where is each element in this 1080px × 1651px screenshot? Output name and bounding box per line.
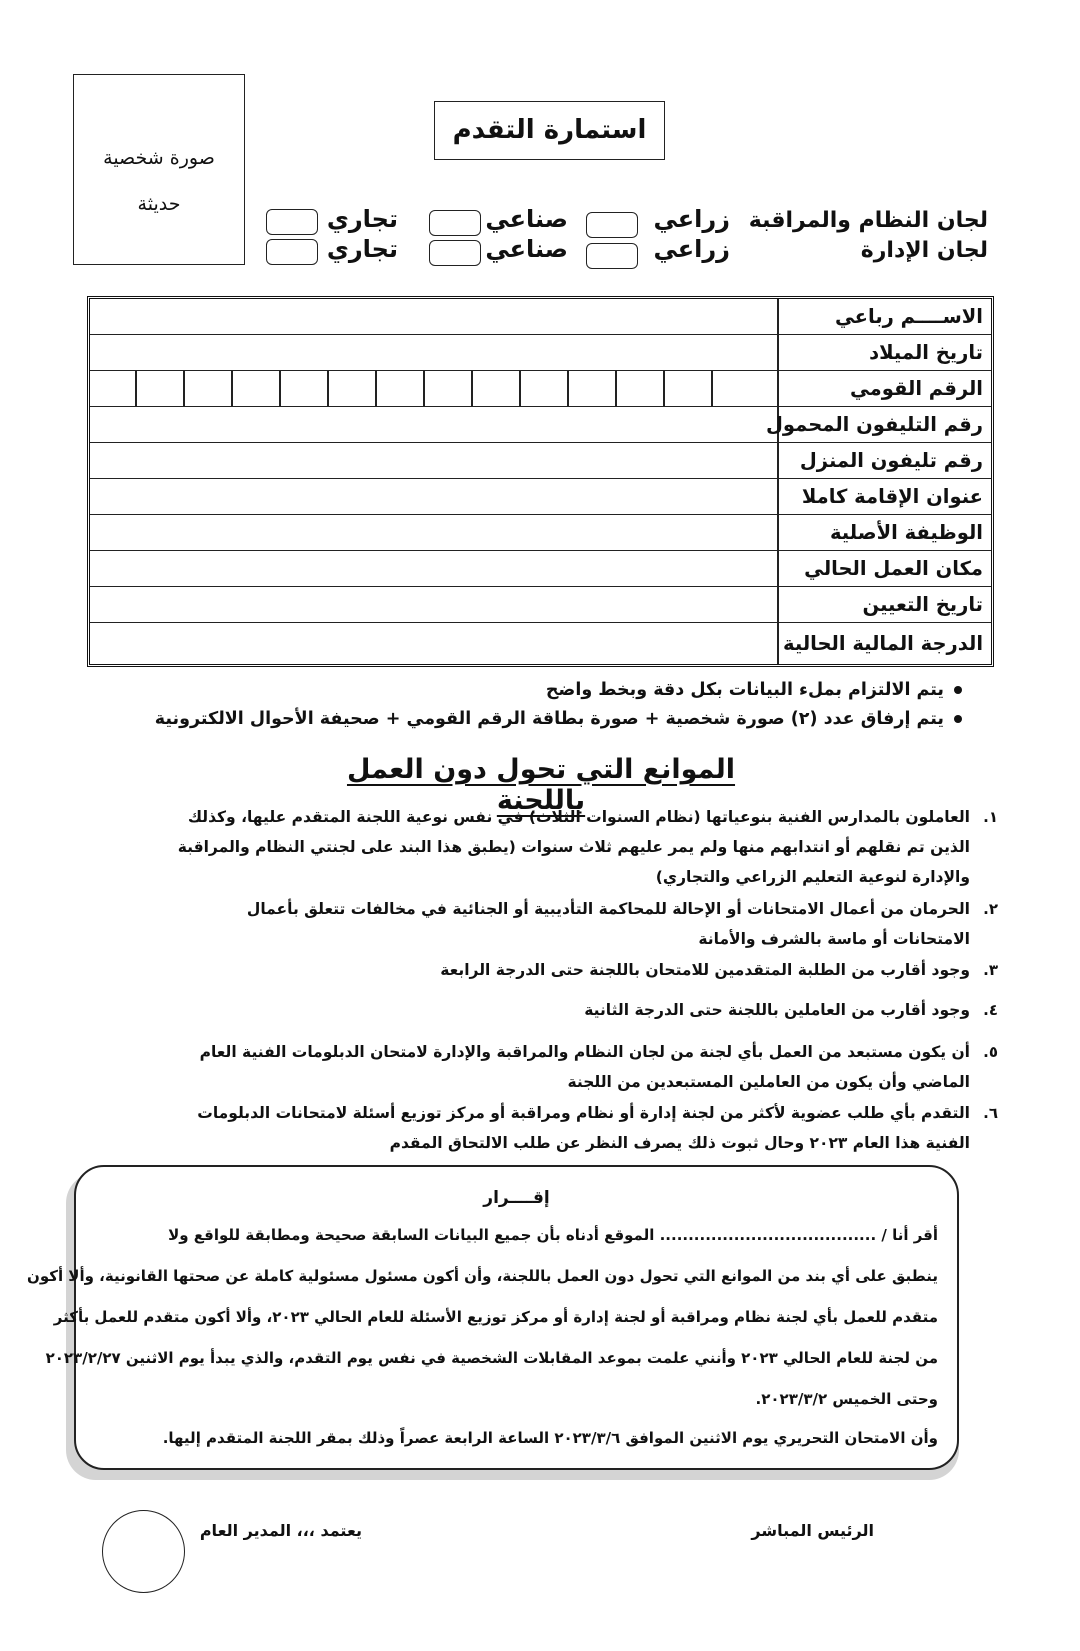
id-digit-divider bbox=[615, 371, 617, 406]
field-label-workplace: مكان العمل الحالي bbox=[804, 557, 983, 580]
field-row-original-job bbox=[90, 515, 991, 551]
column-divider bbox=[777, 623, 779, 664]
impediment-item bbox=[150, 894, 970, 954]
field-row-national-id bbox=[90, 371, 991, 407]
note-item bbox=[155, 709, 962, 729]
direct-manager-signature: الرئيس المباشر bbox=[751, 1521, 874, 1540]
option-agricultural-control: زراعي bbox=[653, 205, 730, 233]
impediment-item bbox=[150, 1098, 970, 1158]
impediment-item bbox=[150, 802, 970, 892]
id-digit-divider bbox=[375, 371, 377, 406]
declaration-line: وأن الامتحان التحريري يوم الاثنين الموافق ٢٠٢٣/٣/٦ الساعة الرابعة عصراً وذلك بمقر اللجنة المتقدم إليها. bbox=[162, 1429, 938, 1447]
impediment-line: الحرمان من أعمال الامتحانات أو الإحالة للمحاكمة التأديبية أو الجنائية في مخالفات تتعلق بأعمال bbox=[246, 900, 970, 918]
impediment-line: التقدم بأي طلب عضوية لأكثر من لجنة إدارة أو نظام ومراقبة أو مركز توزيع أسئلة لامتحانات الدبلومات bbox=[197, 1104, 970, 1122]
column-divider bbox=[777, 299, 779, 334]
photo-placeholder bbox=[73, 74, 245, 265]
impediment-line: أن يكون مستبعد من العمل بأي لجنة من لجان النظام والمراقبة والإدارة لامتحان الدبلومات الفنية العام bbox=[199, 1043, 970, 1061]
impediment-line: وجود أقارب من العاملين باللجنة حتى الدرجة الثانية bbox=[584, 1001, 970, 1019]
impediment-line: الفنية هذا العام ٢٠٢٣ وحال ثبوت ذلك يصرف النظر عن طلب الالتحاق المقدم bbox=[389, 1134, 970, 1152]
declaration-line: أقر أنا / ...................................... الموقع أدناه بأن جميع البيانات السابقة صحيحة ومطابقة للواقع ولا bbox=[168, 1226, 938, 1244]
impediments-title: الموانع التي تحول دون العمل باللجنة bbox=[346, 754, 736, 816]
option-commercial-control: تجاري bbox=[326, 205, 398, 233]
bullet-icon bbox=[954, 715, 962, 723]
impediment-number: ١. bbox=[983, 808, 998, 826]
impediment-number: ٢. bbox=[983, 900, 998, 918]
photo-label-line2: حديثة bbox=[137, 193, 181, 215]
field-row-mobile bbox=[90, 407, 991, 443]
general-manager-approval: يعتمد ،،، المدير العام bbox=[199, 1521, 362, 1540]
field-row-full-name bbox=[90, 299, 991, 335]
note-text: يتم إرفاق عدد (٢) صورة شخصية + صورة بطاقة الرقم القومي + صحيفة الأحوال الالكترونية bbox=[154, 709, 944, 729]
field-label-original-job: الوظيفة الأصلية bbox=[829, 521, 983, 544]
checkbox-agricultural-admin[interactable] bbox=[586, 243, 638, 269]
field-label-address: عنوان الإقامة كاملا bbox=[801, 485, 983, 508]
column-divider bbox=[777, 335, 779, 370]
impediment-line: والإدارة لنوعية التعليم الزراعي والتجاري) bbox=[655, 868, 970, 886]
field-row-birth-date bbox=[90, 335, 991, 371]
id-digit-divider bbox=[423, 371, 425, 406]
photo-label-line1: صورة شخصية bbox=[103, 147, 215, 169]
impediment-item bbox=[150, 955, 970, 985]
field-label-birth-date: تاريخ الميلاد bbox=[869, 341, 983, 364]
option-industrial-control: صناعي bbox=[485, 205, 568, 233]
id-digit-divider bbox=[327, 371, 329, 406]
field-label-home-phone: رقم تليفون المنزل bbox=[799, 449, 983, 472]
checkbox-commercial-control[interactable] bbox=[266, 209, 318, 235]
declaration-title: إقــــرار bbox=[483, 1188, 550, 1208]
declaration-line: وحتى الخميس ٢٠٢٣/٣/٢. bbox=[755, 1390, 938, 1408]
id-digit-divider bbox=[471, 371, 473, 406]
impediment-line: الذين تم نقلهم أو انتدابهم منها ولم يمر عليهم ثلاث سنوات (يطبق هذا البند على لجنتي النظام والمراقبة bbox=[177, 838, 970, 856]
note-item bbox=[546, 680, 962, 700]
declaration-line: متقدم للعمل بأي لجنة نظام ومراقبة أو لجنة إدارة أو مركز توزيع الأسئلة للعام الحالي ٢٠٢٣، وألا أكون متقدم للعمل بأكثر bbox=[53, 1308, 938, 1326]
applicant-data-table bbox=[87, 296, 994, 667]
field-row-hire-date bbox=[90, 587, 991, 623]
field-label-full-name: الاســــم رباعي bbox=[834, 305, 983, 328]
column-divider bbox=[777, 479, 779, 514]
field-row-home-phone bbox=[90, 443, 991, 479]
id-digit-divider bbox=[711, 371, 713, 406]
field-label-hire-date: تاريخ التعيين bbox=[862, 593, 983, 616]
impediment-number: ٤. bbox=[983, 1001, 998, 1019]
impediment-line: العاملون بالمدارس الفنية بنوعياتها (نظام السنوات الثلاث) في نفس نوعية اللجنة المتقدم عليها، وكذلك bbox=[187, 808, 970, 826]
column-divider bbox=[777, 551, 779, 586]
field-label-mobile: رقم التليفون المحمول bbox=[765, 413, 983, 436]
impediment-item bbox=[150, 995, 970, 1025]
field-row-financial-grade bbox=[90, 623, 991, 664]
impediment-line: وجود أقارب من الطلبة المتقدمين للامتحان باللجنة حتى الدرجة الرابعة bbox=[440, 961, 970, 979]
id-digit-divider bbox=[231, 371, 233, 406]
stamp-circle bbox=[102, 1510, 185, 1593]
checkbox-industrial-admin[interactable] bbox=[429, 240, 481, 266]
field-row-workplace bbox=[90, 551, 991, 587]
declaration-line: ينطبق على أي بند من الموانع التي تحول دون العمل باللجنة، وأن أكون مسئول مسئولية كاملة عن صحتها القانونية، وألا أكون bbox=[27, 1267, 938, 1285]
field-label-national-id: الرقم القومي bbox=[849, 377, 983, 400]
id-digit-divider bbox=[567, 371, 569, 406]
id-digit-divider bbox=[663, 371, 665, 406]
option-agricultural-admin: زراعي bbox=[653, 235, 730, 263]
column-divider bbox=[777, 515, 779, 550]
option-commercial-admin: تجاري bbox=[326, 235, 398, 263]
note-text: يتم الالتزام بملء البيانات بكل دقة وبخط واضح bbox=[545, 680, 944, 700]
id-digit-divider bbox=[135, 371, 137, 406]
field-label-financial-grade: الدرجة المالية الحالية bbox=[783, 632, 983, 655]
checkbox-industrial-control[interactable] bbox=[429, 210, 481, 236]
committee-label-admin: لجان الإدارة bbox=[860, 238, 988, 263]
column-divider bbox=[777, 371, 779, 406]
form-title: استمارة التقدم bbox=[434, 101, 665, 160]
field-row-address bbox=[90, 479, 991, 515]
impediment-line: الامتحانات أو ماسة بالشرف والأمانة bbox=[698, 930, 970, 948]
id-digit-divider bbox=[183, 371, 185, 406]
committee-label-control: لجان النظام والمراقبة bbox=[748, 208, 988, 233]
checkbox-commercial-admin[interactable] bbox=[266, 239, 318, 265]
impediment-number: ٥. bbox=[983, 1043, 998, 1061]
bullet-icon bbox=[954, 686, 962, 694]
declaration-line: من لجنة للعام الحالي ٢٠٢٣ وأنني علمت بموعد المقابلات الشخصية في نفس يوم التقدم، والذي يبدأ يوم الاثنين ٢٠٢٣/٢/٢٧ bbox=[45, 1349, 938, 1367]
column-divider bbox=[777, 587, 779, 622]
impediment-number: ٦. bbox=[983, 1104, 998, 1122]
checkbox-agricultural-control[interactable] bbox=[586, 212, 638, 238]
impediment-number: ٣. bbox=[983, 961, 998, 979]
impediment-item bbox=[150, 1037, 970, 1097]
column-divider bbox=[777, 443, 779, 478]
impediment-line: الماضي وأن يكون من العاملين المستبعدين من اللجنة bbox=[567, 1073, 970, 1091]
id-digit-divider bbox=[519, 371, 521, 406]
id-digit-divider bbox=[279, 371, 281, 406]
option-industrial-admin: صناعي bbox=[485, 235, 568, 263]
